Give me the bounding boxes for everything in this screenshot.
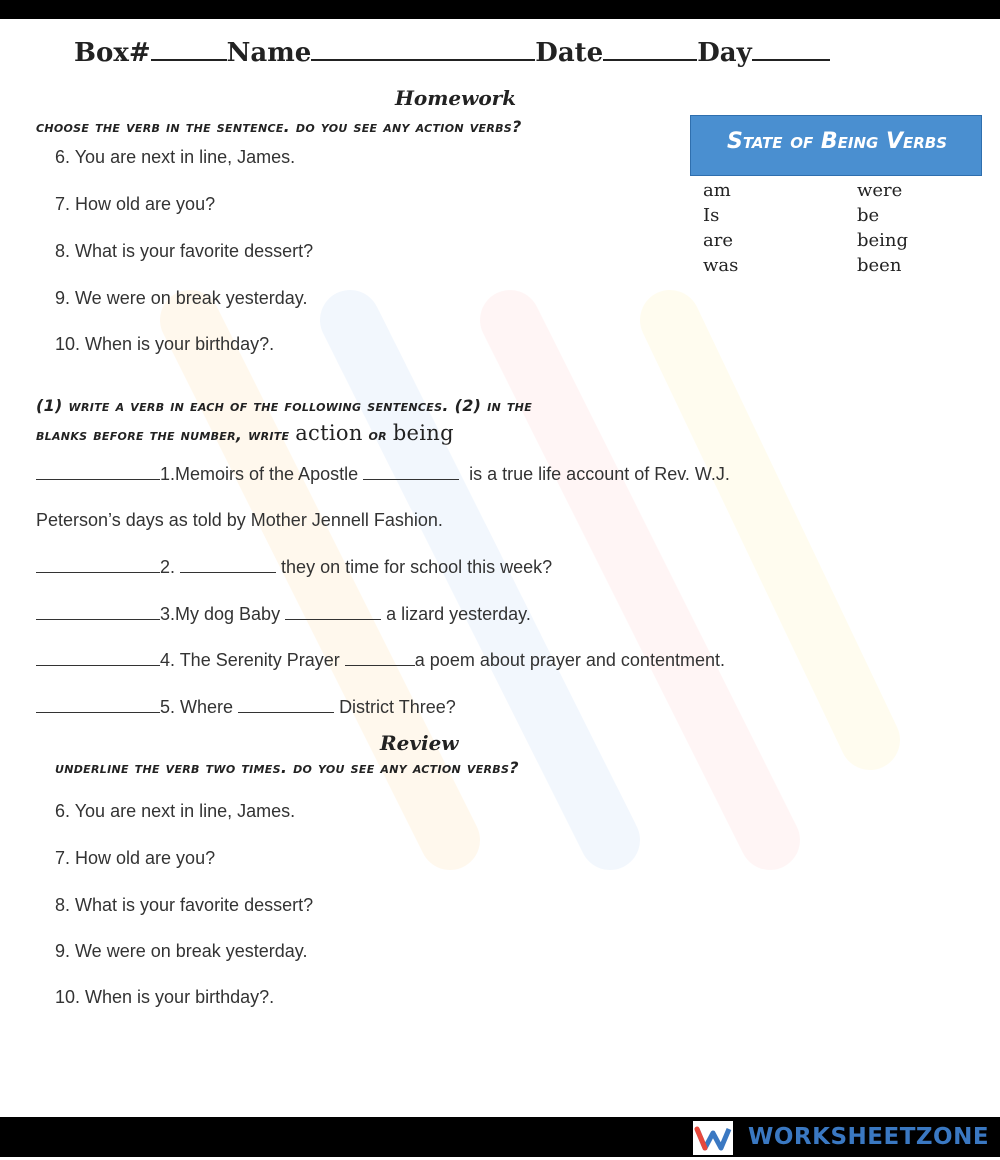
homework-instruction: choose the verb in the sentence. do you see any action verbs?: [36, 117, 522, 136]
homework-question: 9. We were on break yesterday.: [55, 288, 308, 308]
review-question: 6. You are next in line, James.: [55, 801, 296, 821]
verb-item: be: [857, 205, 880, 226]
box-label: Box#: [74, 38, 151, 68]
verb-item: were: [857, 180, 903, 201]
name-label: Name: [226, 38, 312, 68]
review-question: 9. We were on break yesterday.: [55, 941, 308, 961]
date-blank[interactable]: [603, 39, 697, 61]
header-line: [74, 38, 830, 68]
homework-question: 7. How old are you?: [55, 194, 216, 214]
sentence-text: District Three?: [339, 697, 456, 717]
sentence-text: a poem about prayer and contentment.: [414, 650, 725, 670]
day-label: Day: [697, 38, 752, 68]
review-title: Review: [380, 731, 459, 755]
review-question: 7. How old are you?: [55, 848, 216, 868]
part2-instruction-text: blanks before the number, write: [36, 425, 290, 444]
sentence-4: [36, 649, 725, 671]
sentence-text: 1.Memoirs of the Apostle: [160, 464, 359, 484]
sentence-text: is a true life account of Rev. W.J.: [469, 464, 730, 484]
box-blank[interactable]: [151, 39, 227, 61]
sentence-3: [36, 603, 531, 625]
verb-item: being: [857, 230, 909, 251]
sentence-text: 3.My dog Baby: [160, 604, 281, 624]
verb-item: was: [703, 255, 739, 276]
top-black-bar: [0, 0, 1000, 19]
verb-blank[interactable]: [345, 649, 415, 666]
answer-blank[interactable]: [36, 696, 160, 713]
state-of-being-title: State of Being Verbs: [726, 129, 948, 154]
homework-title: Homework: [395, 86, 517, 110]
homework-question: 10. When is your birthday?.: [55, 334, 275, 354]
answer-blank[interactable]: [36, 556, 160, 573]
part2-instruction-line2: [36, 421, 454, 445]
verb-blank[interactable]: [363, 463, 459, 480]
sentence-2: [36, 556, 552, 578]
sentence-text: 5. Where: [160, 697, 234, 717]
verb-blank[interactable]: [285, 603, 381, 620]
verb-blank[interactable]: [238, 696, 334, 713]
worksheetzone-brand: WORKSHEETZONE: [748, 1124, 990, 1150]
name-blank[interactable]: [311, 39, 535, 61]
verb-item: been: [857, 255, 902, 276]
date-label: Date: [535, 38, 604, 68]
review-question: 10. When is your birthday?.: [55, 987, 275, 1007]
homework-question: 6. You are next in line, James.: [55, 147, 296, 167]
sentence-text: a lizard yesterday.: [386, 604, 531, 624]
worksheetzone-logo-icon: [693, 1121, 733, 1155]
homework-question: 8. What is your favorite dessert?: [55, 241, 314, 261]
answer-blank[interactable]: [36, 603, 160, 620]
state-of-being-box: [690, 115, 982, 176]
part2-instruction-line1: (1) write a verb in each of the following sentences. (2) in the: [36, 396, 533, 415]
answer-blank[interactable]: [36, 649, 160, 666]
review-question: 8. What is your favorite dessert?: [55, 895, 314, 915]
sentence-text: 4. The Serenity Prayer: [160, 650, 340, 670]
word-being: being: [392, 421, 454, 445]
sentence-5: [36, 696, 456, 718]
answer-blank[interactable]: [36, 463, 160, 480]
sentence-1-continued: Peterson’s days as told by Mother Jennell Fashion.: [36, 510, 443, 530]
word-or: or: [368, 425, 387, 444]
sentence-text: 2.: [160, 557, 176, 577]
sentence-1: [36, 463, 730, 485]
verb-item: are: [703, 230, 733, 251]
review-instruction: underline the verb two times. do you see any action verbs?: [55, 758, 519, 777]
verb-blank[interactable]: [180, 556, 276, 573]
day-blank[interactable]: [752, 39, 830, 61]
verb-item: am: [703, 180, 731, 201]
word-action: action: [295, 421, 363, 445]
verb-item: Is: [703, 205, 720, 226]
sentence-text: they on time for school this week?: [281, 557, 553, 577]
